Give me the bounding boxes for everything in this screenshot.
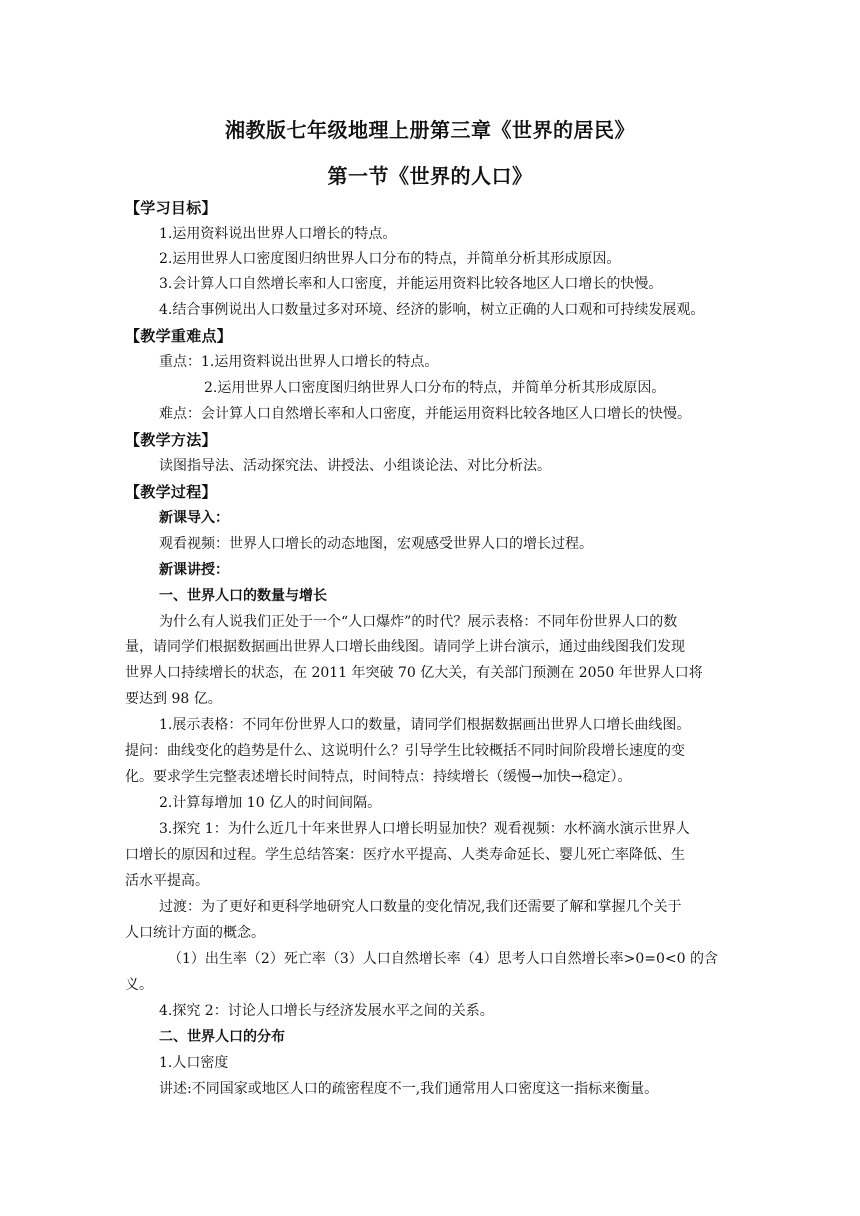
paragraph-line: 化。要求学生完整表述增长时间特点，时间特点：持续增长（缓慢→加快→稳定）。	[125, 769, 632, 785]
paragraph-line: 世界人口持续增长的状态，在 2011 年突破 70 亿大关，有关部门预测在 2050 年世界人口将	[125, 665, 703, 681]
section-heading-process: 【教学过程】	[125, 483, 217, 501]
goal-item: 1.运用资料说出世界人口增长的特点。	[159, 226, 397, 242]
paragraph-line: 过渡：为了更好和更科学地研究人口数量的变化情况,我们还需要了解和掌握几个关于	[159, 899, 682, 915]
difficulty-point: 难点：会计算人口自然增长率和人口密度，并能运用资料比较各地区人口增长的快慢。	[159, 406, 691, 422]
section2-text: 讲述:不同国家或地区人口的疏密程度不一,我们通常用人口密度这一指标来衡量。	[159, 1081, 659, 1097]
paragraph-line: 要达到 98 亿。	[125, 691, 222, 707]
paragraph-line: （1）出生率（2）死亡率（3）人口自然增长率（4）思考人口自然增长率>0=0<0 的含	[168, 951, 718, 967]
section2-item: 1.人口密度	[159, 1055, 229, 1071]
focus-point: 重点：1.运用资料说出世界人口增长的特点。	[159, 354, 439, 370]
goal-item: 4.结合事例说出人口数量过多对环境、经济的影响，树立正确的人口观和可持续发展观。	[159, 302, 705, 318]
paragraph-line: 2.计算每增加 10 亿人的时间间隔。	[159, 795, 382, 811]
section1-title: 一、世界人口的数量与增长	[159, 588, 327, 604]
goal-item: 2.运用世界人口密度图归纳世界人口分布的特点，并简单分析其形成原因。	[159, 251, 621, 267]
paragraph-line: 1.展示表格：不同年份世界人口的数量，请同学们根据数据画出世界人口增长曲线图。	[159, 717, 691, 733]
paragraph-line: 4.探究 2：讨论人口增长与经济发展水平之间的关系。	[159, 1003, 494, 1019]
lecture-label: 新课讲授：	[159, 562, 229, 578]
intro-label: 新课导入：	[159, 510, 229, 526]
paragraph-line: 提问：曲线变化的趋势是什么、这说明什么？引导学生比较概括不同时间阶段增长速度的变	[125, 743, 685, 759]
focus-point: 2.运用世界人口密度图归纳世界人口分布的特点，并简单分析其形成原因。	[204, 380, 666, 396]
paragraph-line: 口增长的原因和过程。学生总结答案：医疗水平提高、人类寿命延长、婴儿死亡率降低、生	[125, 847, 685, 863]
section2-title: 二、世界人口的分布	[159, 1029, 285, 1045]
document-title: 湘教版七年级地理上册第三章《世界的居民》	[225, 118, 635, 142]
goal-item: 3.会计算人口自然增长率和人口密度，并能运用资料比较各地区人口增长的快慢。	[159, 276, 663, 292]
paragraph-line: 为什么有人说我们正处于一个“人口爆炸”的时代？展示表格：不同年份世界人口的数	[159, 614, 678, 630]
paragraph-line: 义。	[125, 977, 153, 993]
section-heading-key-points: 【教学重难点】	[125, 327, 233, 345]
paragraph-line: 3.探究 1：为什么近几十年来世界人口增长明显加快？观看视频：水杯滴水演示世界人	[159, 821, 690, 837]
section-heading-goals: 【学习目标】	[125, 199, 217, 217]
section-heading-methods: 【教学方法】	[125, 431, 217, 449]
paragraph-line: 人口统计方面的概念。	[125, 925, 265, 941]
methods-text: 读图指导法、活动探究法、讲授法、小组谈论法、对比分析法。	[159, 458, 551, 474]
intro-text: 观看视频：世界人口增长的动态地图，宏观感受世界人口的增长过程。	[159, 536, 593, 552]
paragraph-line: 活水平提高。	[125, 873, 209, 889]
document-subtitle: 第一节《世界的人口》	[327, 164, 533, 188]
paragraph-line: 量，请同学们根据数据画出世界人口增长曲线图。请同学上讲台演示，通过曲线图我们发现	[125, 639, 685, 655]
